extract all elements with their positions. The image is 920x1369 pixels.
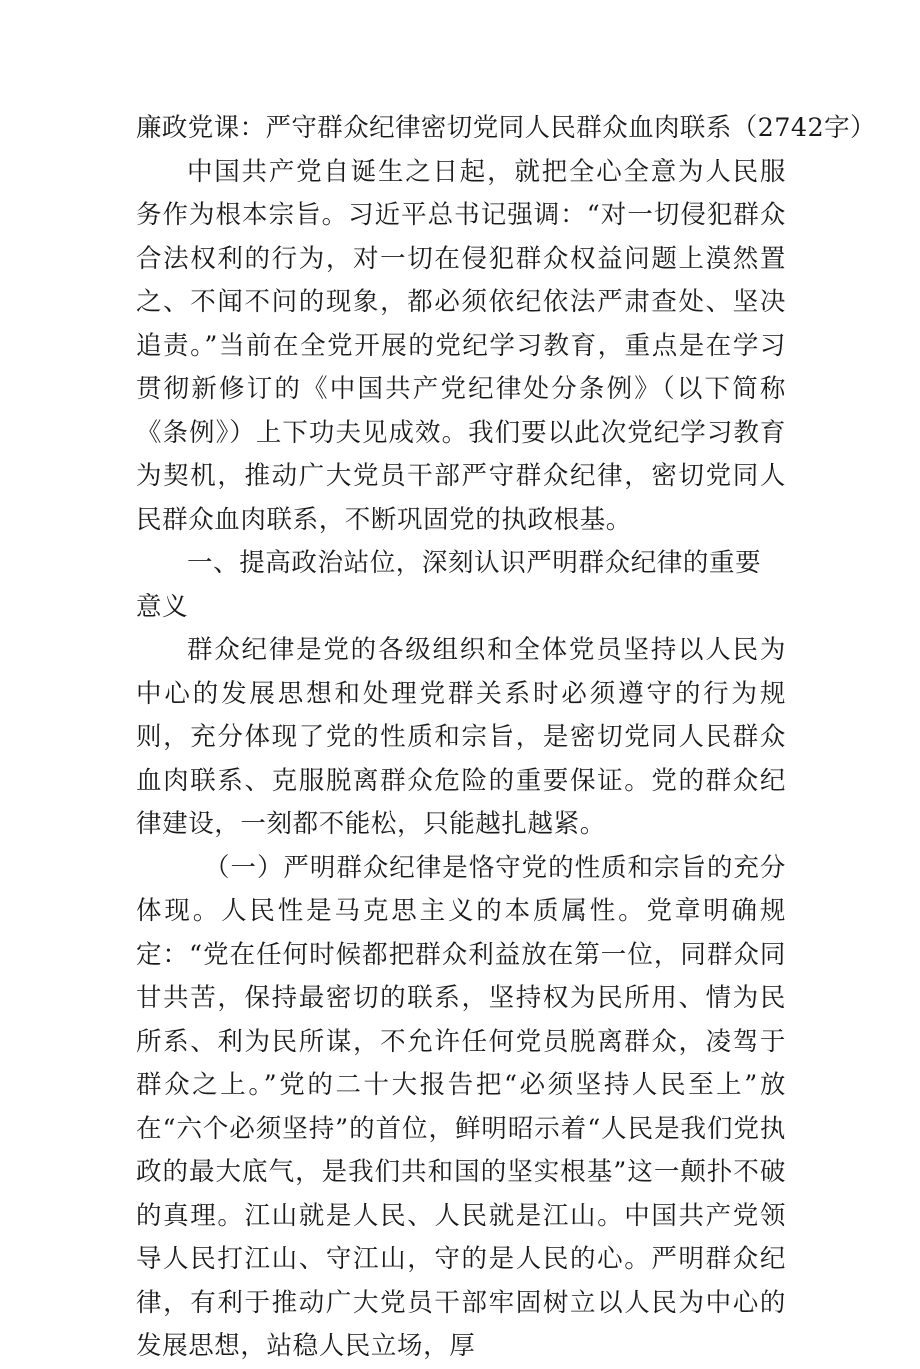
section-paragraph: 群众纪律是党的各级组织和全体党员坚持以人民为中心的发展思想和处理党群关系时必须遵守的行为规则，充分体现了党的性质和宗旨，是密切党同人民群众血肉联系、克服脱离群众危险的重要保证。党的群众纪律建设，一刻都不能松，只能越扎越紧。 <box>136 635 786 839</box>
intro-paragraph: 中国共产党自诞生之日起，就把全心全意为人民服务作为根本宗旨。习近平总书记强调：“对一切侵犯群众合法权利的行为，对一切在侵犯群众权益问题上漠然置之、不闻不问的现象，都必须依纪依法严肃查处、坚决追责。”当前在全党开展的党纪学习教育，重点是在学习贯彻新修订的《中国共产党纪律处分条例》（以下简称《条例》）上下功夫见成效。我们要以此次党纪学习教育为契机，推动广大党员干部严守群众纪律，密切党同人民群众血肉联系，不断巩固党的执政根基。 <box>136 156 786 535</box>
subsection-paragraph: （一）严明群众纪律是恪守党的性质和宗旨的充分体现。人民性是马克思主义的本质属性。党章明确规定：“党在任何时候都把群众利益放在第一位，同群众同甘共苦，保持最密切的联系，坚持权为民所用、情为民所系、利为民所谋，不允许任何党员脱离群众，凌驾于群众之上。”党的二十大报告把“必须坚持人民至上”放在“六个必须坚持”的首位，鲜明昭示着“人民是我们党执政的最大底气，是我们共和国的坚实根基”这一颠扑不破的真理。江山就是人民、人民就是江山。中国共产党领导人民打江山、守江山，守的是人民的心。严明群众纪律，有利于推动广大党员干部牢固树立以人民为中心的发展思想，站稳人民立场，厚 <box>136 852 786 1361</box>
document-title: 廉政党课：严守群众纪律密切党同人民群众血肉联系（2742字） <box>136 113 876 143</box>
section-heading: 一、提高政治站位，深刻认识严明群众纪律的重要意义 <box>136 548 762 622</box>
document-body <box>136 107 876 1369</box>
